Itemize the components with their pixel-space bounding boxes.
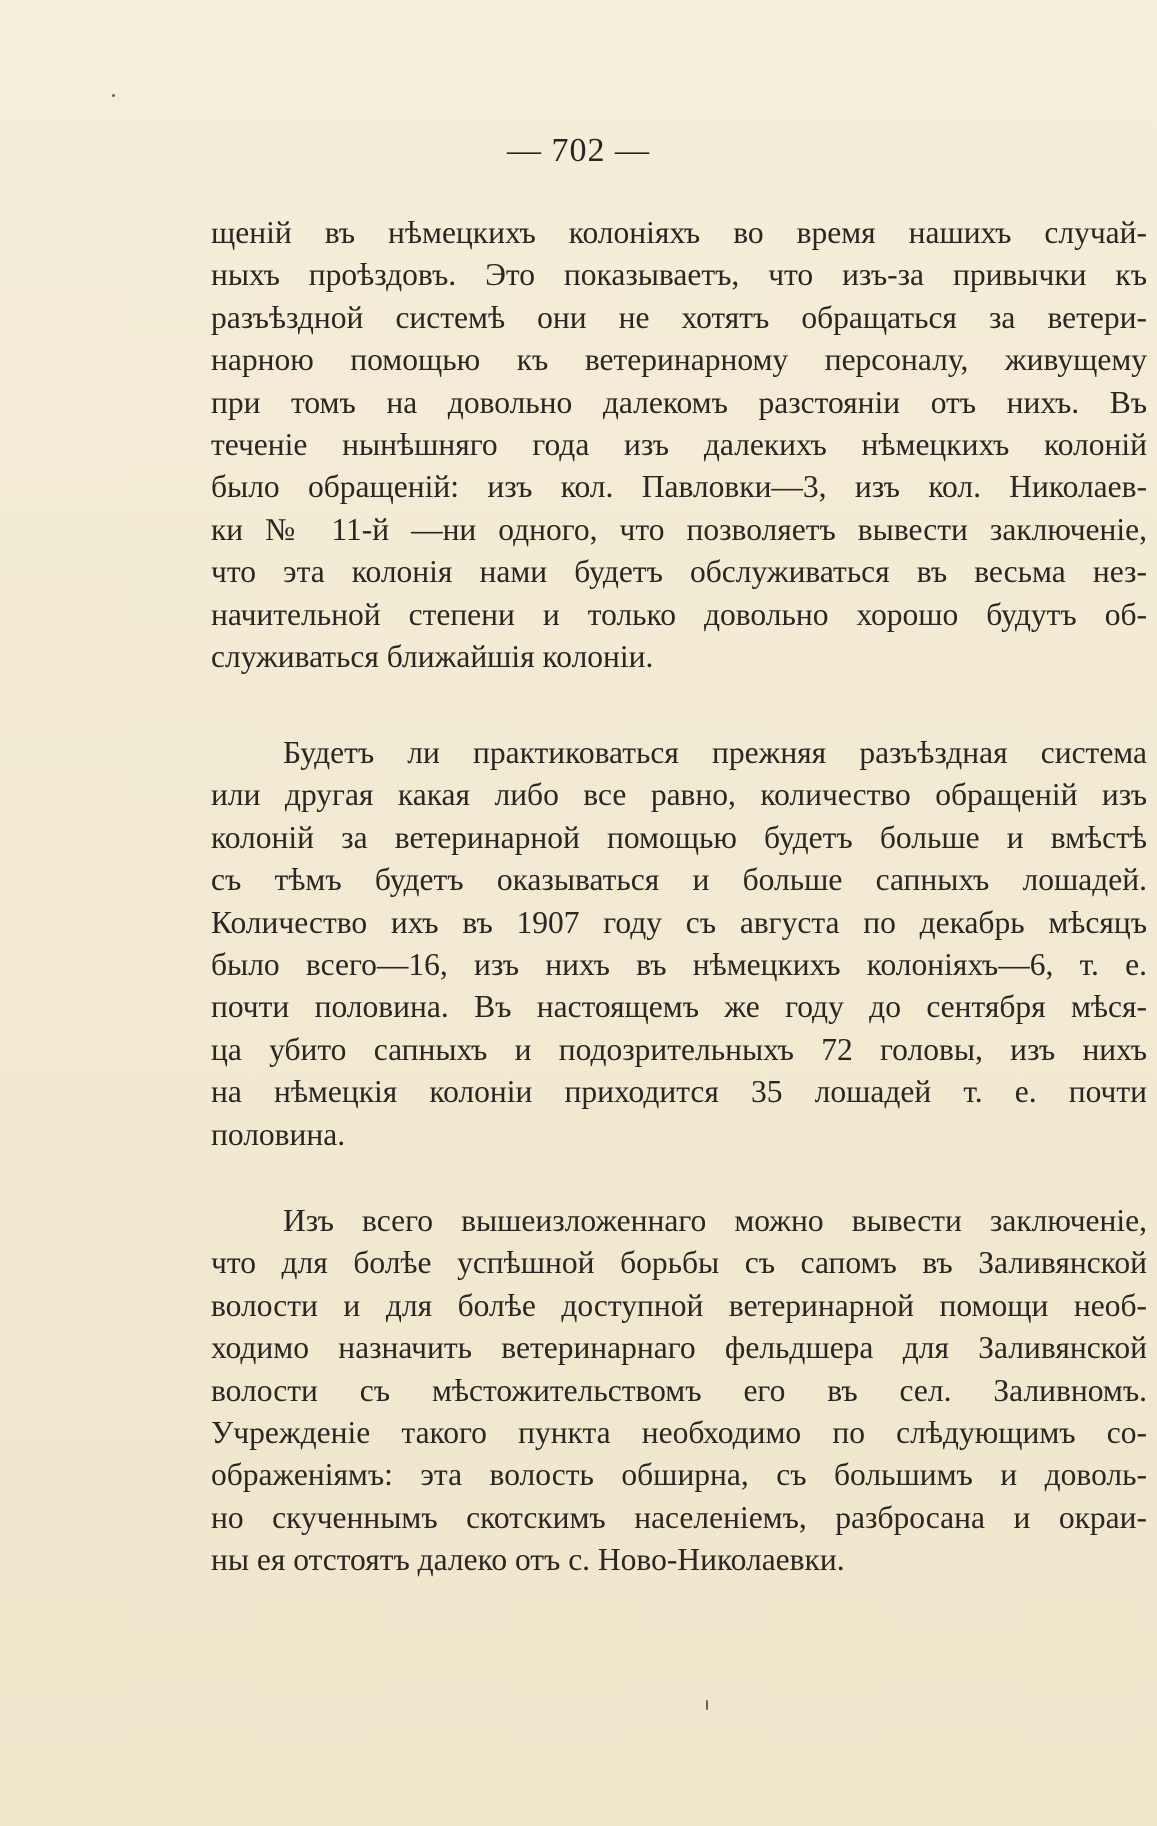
text-line: на нѣмецкія колоніи приходится 35 лошадей т. е. почти [211,1074,1147,1110]
text-line: щеній въ нѣмецкихъ колоніяхъ во время нашихъ случай- [211,215,1147,250]
text-line: ныхъ проѣздовъ. Это показываетъ, что изъ-за привычки къ [211,257,1147,293]
text-line: теченіе нынѣшняго года изъ далекихъ нѣмецкихъ колоній [211,427,1147,463]
text-line: что эта колонія нами будетъ обслуживаться въ весьма нез- [211,554,1147,590]
paper-speck [706,1700,708,1710]
text-line: Будетъ ли практиковаться прежняя разъѣздная система [283,735,1147,770]
page-number: — 702 — [507,132,650,169]
text-line: ца убито сапныхъ и подозрительныхъ 72 головы, изъ нихъ [211,1031,1147,1067]
text-line: было обращеній: изъ кол. Павловки—3, изъ кол. Николаев- [211,469,1147,505]
text-line: нарною помощью къ ветеринарному персоналу, живущему [211,342,1147,378]
text-line: ки № 11-й —ни одного, что позволяетъ вывести заключеніе, [211,511,1147,547]
paragraph-1 [211,212,1147,678]
text-line: Количество ихъ въ 1907 году съ августа по декабрь мѣсяцъ [211,904,1147,940]
text-line: волости съ мѣстожительствомъ его въ сел. Заливномъ. [211,1372,1147,1408]
text-line: но скученнымъ скотскимъ населеніемъ, разбросана и окраи- [211,1499,1147,1535]
text-line: волости и для болѣе доступной ветеринарной помощи необ- [211,1287,1147,1323]
paragraph-3 [211,1200,1147,1582]
text-line: разъѣздной системѣ они не хотятъ обращаться за ветери- [211,299,1147,335]
text-line: съ тѣмъ будетъ оказываться и больше сапныхъ лошадей. [211,862,1147,898]
paper-speck [112,94,115,97]
text-line: что для болѣе успѣшной борьбы съ сапомъ въ Заливянской [211,1245,1147,1281]
text-line: начительной степени и только довольно хорошо будутъ об- [211,596,1147,632]
text-line: служиваться ближайшія колоніи. [211,639,654,675]
text-line: ходимо назначить ветеринарнаго фельдшера для Заливянской [211,1330,1147,1366]
text-line: было всего—16, изъ нихъ въ нѣмецкихъ колоніяхъ—6, т. е. [211,947,1147,983]
text-line: ображеніямъ: эта волость обширна, съ большимъ и доволь- [211,1457,1147,1493]
text-line: или другая какая либо все равно, количество обращеній изъ [211,777,1147,813]
text-line: колоній за ветеринарной помощью будетъ больше и вмѣстѣ [211,819,1147,855]
text-line: половина. [211,1116,346,1152]
text-line: при томъ на довольно далекомъ разстояніи отъ нихъ. Въ [211,384,1147,420]
text-line: Изъ всего вышеизложеннаго можно вывести заключеніе, [283,1203,1147,1238]
text-line: ны ея отстоятъ далеко отъ с. Ново-Николаевки. [211,1542,845,1578]
paragraph-2 [211,732,1147,1156]
text-line: Учрежденіе такого пункта необходимо по слѣдующимъ со- [211,1415,1147,1451]
text-line: почти половина. Въ настоящемъ же году до сентября мѣся- [211,989,1147,1025]
